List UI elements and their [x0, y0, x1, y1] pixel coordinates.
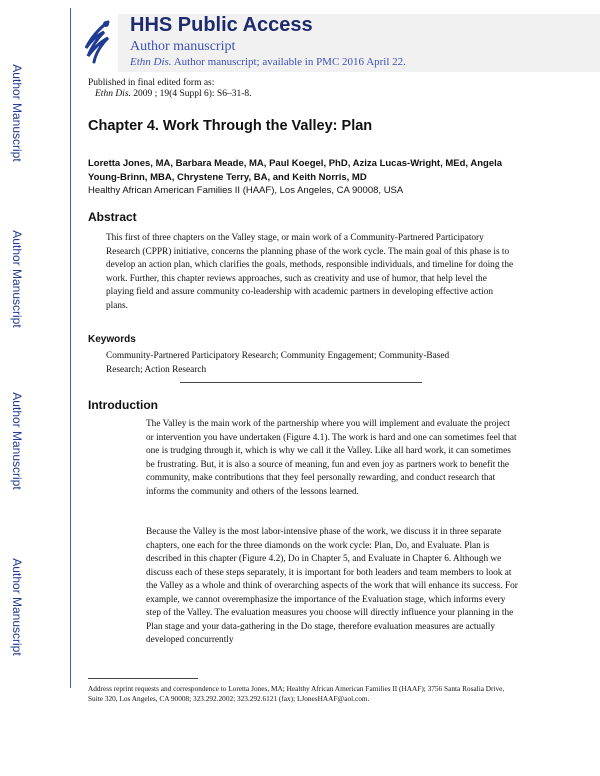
hhs-eagle-logo-icon: [78, 18, 114, 66]
availability-text: Author manuscript; available in PMC 2016 April 22.: [173, 56, 406, 68]
footnote-rule: [88, 678, 198, 679]
publication-citation-text: 2009 ; 19(4 Suppl 6): S6–31-8.: [133, 89, 252, 99]
introduction-paragraph-2: Because the Valley is the most labor-intensive phase of the work, we discuss it in three separate chapters, one each for the three diamonds on the work cycle: Plan, Do, and Evaluate. Plan is described in this chapter (Figure 4.2), Do in Chapter 5, and Evaluate in Chapter 6. Although we discuss each of these steps separately, it is important for both leaders and team members to look at the Valley as a whole and think of overarching aspects of the work that will enhance its success. For example, we cannot overemphasize the importance of the Evaluation stage, which informs every step of the Valley. The evaluation measures you choose will directly influence your planning in the Plan stage and your data-gathering in the Do stage, therefore evaluation measures are actually developed concurrently: [146, 527, 518, 646]
side-label-text: Author Manuscript: [10, 64, 24, 162]
abstract-heading: Abstract: [88, 210, 137, 224]
side-label-author-manuscript-2: [6, 214, 28, 344]
introduction-paragraph-1: The Valley is the main work of the partnership where you will implement and evaluate the project or intervention you have undertaken (Figure 4.1). The work is hard and one can sometimes feel that one is trudging through it, which is why we call it the Valley. Like all hard work, it can sometimes be frustrating. But, it is also a source of meaning, fun and even joy as partners work to benefit the community, make contributions that they feel personally rewarding, and conduct research that informs the community and others of the lessons learned.: [146, 419, 517, 497]
author-affiliation: Healthy African American Families II (HAAF), Los Angeles, CA 90008, USA: [88, 185, 404, 196]
side-label-text: Author Manuscript: [10, 230, 24, 328]
article-title: Chapter 4. Work Through the Valley: Plan: [88, 118, 373, 134]
keywords-heading: Keywords: [88, 334, 136, 345]
introduction-heading: Introduction: [88, 398, 158, 412]
author-list: Loretta Jones, MA, Barbara Meade, MA, Paul Koegel, PhD, Aziza Lucas-Wright, MEd, Angela Young-Brinn, MBA, Chrystene Terry, BA, and Keith Norris, MD: [88, 158, 503, 183]
keywords-text: Community-Partnered Participatory Research; Community Engagement; Community-Based Research; Action Research: [106, 351, 450, 375]
side-label-author-manuscript-3: [6, 376, 28, 506]
published-label: Published in final edited form as:: [88, 78, 215, 88]
author-manuscript-label: Author manuscript: [130, 39, 236, 54]
side-label-text: Author Manuscript: [10, 558, 24, 656]
publication-citation: [95, 89, 252, 99]
hhs-public-access-title: HHS Public Access: [130, 14, 313, 36]
side-label-author-manuscript-1: [6, 48, 28, 178]
section-divider: [180, 382, 422, 383]
side-label-author-manuscript-4: [6, 542, 28, 672]
publication-journal: Ethn Dis.: [95, 89, 131, 99]
left-margin-rule: [70, 8, 71, 688]
side-label-text: Author Manuscript: [10, 392, 24, 490]
correspondence-footnote: Address reprint requests and correspondence to Loretta Jones, MA; Healthy African American Families II (HAAF); 3756 Santa Rosalia Drive, Suite 320, Los Angeles, CA 90008; 323.292.2002; 323.292.6121 (fax); LJonesHAAF@aol.com.: [88, 684, 505, 703]
abstract-text: This first of three chapters on the Valley stage, or main work of a Community-Partnered Participatory Research (CPPR) initiative, concerns the planning phase of the work cycle. The main goal of this phase is to develop an action plan, which clarifies the goals, methods, responsible individuals, and timeline for doing the work. Further, this chapter reviews approaches, such as creativity and use of humor, that help level the playing field and assure community co-leadership with academic partners in developing effective action plans.: [106, 233, 514, 311]
journal-abbrev: Ethn Dis.: [130, 56, 172, 68]
journal-availability-line: [130, 56, 406, 68]
